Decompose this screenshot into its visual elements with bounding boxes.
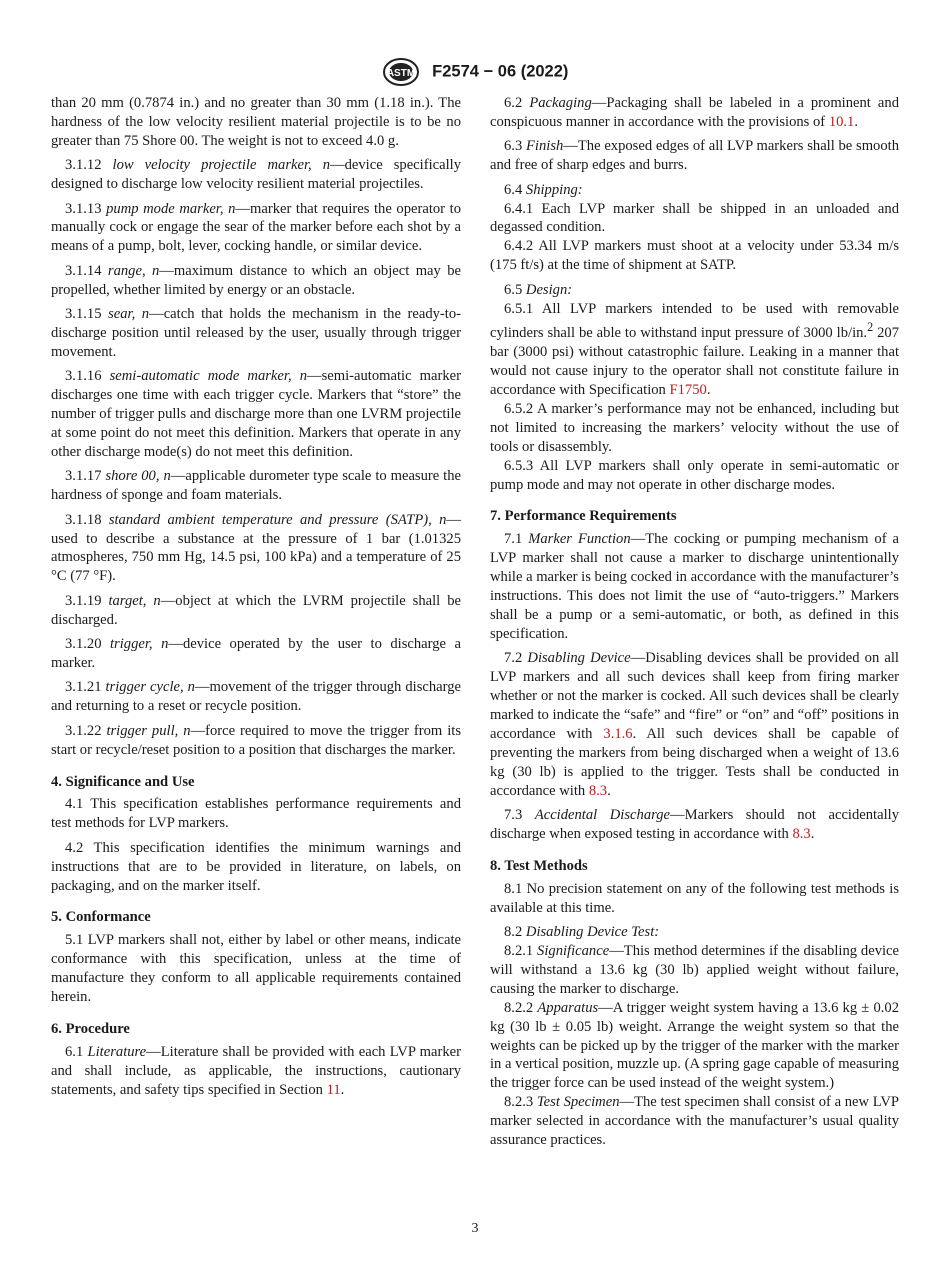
paragraph: than 20 mm (0.7874 in.) and no greater than 30 mm (1.18 in.). The hardness of the low velocity resilient material projectile is to be no greater than 75 Shore 00. The weight is not to exceed 4.0 g.	[51, 95, 461, 149]
section-heading: 8. Test Methods	[490, 857, 588, 874]
document-designation: F2574 − 06 (2022)	[432, 62, 569, 81]
paragraph: 6.5 Design:	[504, 281, 573, 298]
paragraph: 7.1 Marker Function—The cocking or pumping mechanism of a LVP marker shall not cause a marker to discharge unintentionally while a marker is being cocked in accordance with the manufacturer’s instructions. This does not limit the use of “auto-triggers.” Markers shall be a pump or a semi-automatic, or both, as defined in this specification.	[490, 531, 900, 642]
paragraph: 4.1 This specification establishes performance requirements and test methods for LVP markers.	[51, 796, 461, 832]
definition-3-1-13: 3.1.13 pump mode marker, n—marker that requires the operator to manually cock or engage the sear of the marker before each shot by a means of a pump, bolt, lever, cocking handle, or similar device.	[51, 200, 461, 255]
definition-3-1-14: 3.1.14 range, n—maximum distance to which an object may be propelled, whether limited by energy or an obstacle.	[51, 262, 461, 298]
paragraph: 6.5.3 All LVP markers shall only operate in semi-automatic or pump mode and may not operate in other discharge modes.	[490, 457, 899, 493]
left-column	[51, 94, 461, 1105]
definition-3-1-12: 3.1.12 low velocity projectile marker, n—device specifically designed to discharge low velocity resilient material projectiles.	[51, 157, 461, 193]
astm-logo-icon	[382, 57, 420, 87]
paragraph: 7.3 Accidental Discharge—Markers should not accidentally discharge when exposed testing in accordance with 8.3.	[490, 807, 899, 842]
section-link[interactable]: 11	[326, 1081, 341, 1098]
section-heading: 6. Procedure	[51, 1020, 130, 1037]
paragraph: 4.2 This specification identifies the minimum warnings and instructions that are to be provided in literature, on labels, on packaging, and on the marker itself.	[51, 839, 461, 894]
section-link[interactable]: 3.1.6	[603, 725, 633, 742]
definition-3-1-16: 3.1.16 semi-automatic mode marker, n—semi-automatic marker discharges one time with each trigger cycle. Markers that “store” the number of trigger pulls and discharge more than one LVRM projectile at some point do not meet this definition. Markers that operate in any other discharge mode(s) do not meet this definition.	[51, 368, 462, 460]
paragraph: 6.5.2 A marker’s performance may not be enhanced, including but not limited to increasing the markers’ velocity without the use of tools or disassembly.	[490, 400, 899, 455]
definition-3-1-17: 3.1.17 shore 00, n—applicable durometer type scale to measure the hardness of sponge and foam materials.	[51, 468, 462, 504]
paragraph: 6.4.2 All LVP markers must shoot at a velocity under 53.34 m/s (175 ft/s) at the time of shipment at SATP.	[490, 238, 899, 274]
section-link[interactable]: 10.1	[828, 113, 855, 130]
definition-3-1-15: 3.1.15 sear, n—catch that holds the mechanism in the ready-to-discharge position until released by the user, usually through trigger movement.	[51, 306, 461, 360]
page-number: 3	[471, 1221, 479, 1236]
page-header	[0, 57, 950, 87]
section-link[interactable]: 8.3	[792, 825, 811, 842]
paragraph: 6.1 Literature—Literature shall be provided with each LVP marker and shall include, as applicable, the instructions, cautionary statements, and safety tips specified in Section 11.	[51, 1043, 461, 1098]
definition-3-1-21: 3.1.21 trigger cycle, n—movement of the trigger through discharge and returning to a reset or recycle position.	[51, 679, 461, 715]
section-heading: 5. Conformance	[51, 909, 151, 926]
section-heading: 7. Performance Requirements	[490, 508, 677, 525]
paragraph: 6.5.1 All LVP markers intended to be used with removable cylinders shall be able to withstand input pressure of 3000 lb/in.$^2$ 207 bar (3000 psi) without catastrophic failure. Leaking in a manner that would not cause injury to the operator shall not constitute failure in accordance with Specification F1750.	[490, 300, 899, 399]
paragraph: 8.2.1 Significance—This method determines if the disabling device will withstand a 13.6 kg (30 lb) applied weight without failure, causing the marker to discharge.	[490, 943, 899, 997]
definition-3-1-19: 3.1.19 target, n—object at which the LVRM projectile shall be discharged.	[51, 592, 461, 628]
standard-link[interactable]: F1750	[669, 382, 707, 399]
paragraph: 8.2 Disabling Device Test:	[504, 924, 660, 941]
section-link[interactable]: 8.3	[588, 782, 608, 799]
definition-3-1-20: 3.1.20 trigger, n—device operated by the user to discharge a marker.	[51, 636, 462, 671]
paragraph: 8.1 No precision statement on any of the following test methods is available at this time.	[490, 880, 899, 916]
right-column	[490, 94, 899, 1150]
paragraph: 6.4.1 Each LVP marker shall be shipped in an unloaded and degassed condition.	[490, 200, 899, 236]
definition-3-1-22: 3.1.22 trigger pull, n—force required to move the trigger from its start or recycle/reset position to a position that discharges the marker.	[51, 722, 462, 758]
paragraph: 7.2 Disabling Device—Disabling devices shall be provided on all LVP markers and all such devices shall keep from firing marker whether or not the marker is cocked. All such devices shall be clearly marked to indicate the “safe” and “fire” or “on” and “off” positions in accordance with 3.1.6. All such devices shall be capable of preventing the markers from being discharged when a weight of 13.6 kg (30 lb) is applied to the trigger. Tests shall be conducted in accordance with 8.3.	[490, 650, 900, 799]
paragraph: 5.1 LVP markers shall not, either by label or other means, indicate conformance with this specification, unless at the time of manufacture they conform to all applicable requirements contained herein.	[51, 932, 461, 1006]
paragraph: 6.4 Shipping:	[504, 181, 583, 198]
paragraph: 6.2 Packaging—Packaging shall be labeled in a prominent and conspicuous manner in accordance with the provisions of 10.1.	[490, 95, 899, 130]
section-heading: 4. Significance and Use	[51, 773, 195, 790]
definition-3-1-18: 3.1.18 standard ambient temperature and pressure (SATP), n—used to describe a substance at the pressure of 1 bar (1.01325 atmospheres, 750 mm Hg, 14.5 psi, 100 kPa) and a temperature of 25 °C (77 °F).	[51, 511, 461, 585]
paragraph: 8.2.3 Test Specimen—The test specimen shall consist of a new LVP marker selected in accordance with the manufacturer’s usual quality assurance practices.	[490, 1094, 899, 1149]
svg-text:ASTM: ASTM	[386, 68, 415, 79]
paragraph: 8.2.2 Apparatus—A trigger weight system having a 13.6 kg ± 0.02 kg (30 lb ± 0.05 lb) weight. Arrange the weight system so that the weights can be picked up by the trigger of the marker with the marker in a vertical position, muzzle up. (A spring gage capable of measuring the trigger force can be used instead of the weight system.)	[490, 999, 899, 1092]
paragraph: 6.3 Finish—The exposed edges of all LVP markers shall be smooth and free of sharp edges and burrs.	[490, 138, 899, 174]
